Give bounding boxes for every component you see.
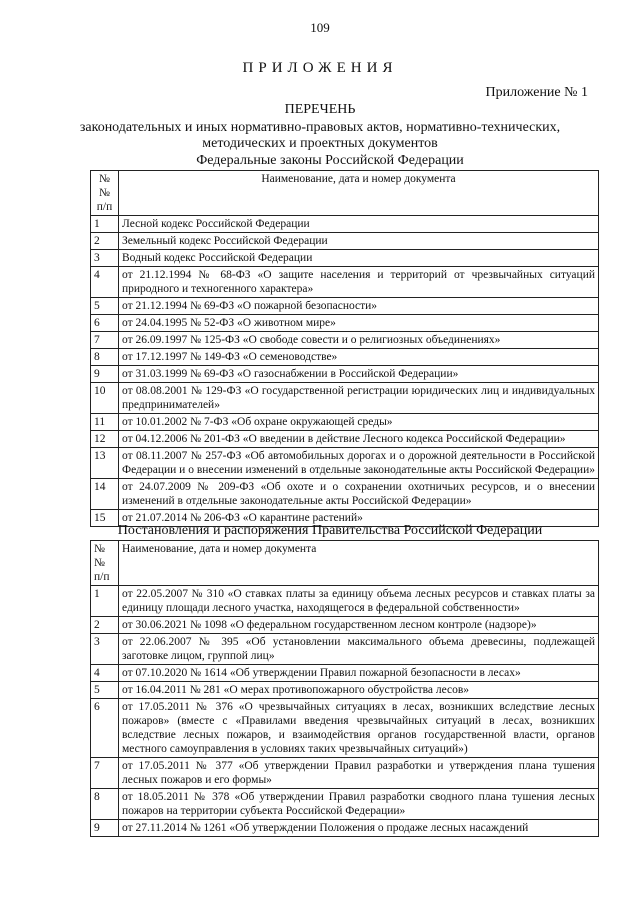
- row-number: 3: [91, 250, 119, 267]
- document-name: от 26.09.1997 № 125-ФЗ «О свободе совести и о религиозных объединениях»: [119, 332, 599, 349]
- header-number: №№ п/п: [91, 541, 119, 586]
- row-number: 2: [91, 233, 119, 250]
- row-number: 12: [91, 431, 119, 448]
- document-name: от 22.05.2007 № 310 «О ставках платы за единицу объема лесных ресурсов и ставках платы за единицу площади лесного участка, находящегося в федеральной собственности»: [119, 586, 599, 617]
- document-name: от 17.12.1997 № 149-ФЗ «О семеноводстве»: [119, 349, 599, 366]
- table-row: [91, 634, 599, 665]
- document-name: Лесной кодекс Российской Федерации: [119, 216, 599, 233]
- table-row: [91, 267, 599, 298]
- document-name: от 27.11.2014 № 1261 «Об утверждении Положения о продаже лесных насаждений: [119, 820, 599, 837]
- document-name: от 04.12.2006 № 201-ФЗ «О введении в действие Лесного кодекса Российской Федерации»: [119, 431, 599, 448]
- header-document-name: Наименование, дата и номер документа: [119, 171, 599, 216]
- row-number: 4: [91, 267, 119, 298]
- document-name: от 07.10.2020 № 1614 «Об утверждении Правил пожарной безопасности в лесах»: [119, 665, 599, 682]
- list-title: ПЕРЕЧЕНЬ: [284, 102, 356, 117]
- document-name: от 17.05.2011 № 377 «Об утверждении Правил разработки и утверждения плана тушения лесных пожаров и его формы»: [119, 758, 599, 789]
- row-number: 7: [91, 758, 119, 789]
- table-row: [91, 250, 599, 267]
- row-number: 9: [91, 820, 119, 837]
- table-row: [91, 665, 599, 682]
- section-title-federal-laws: Федеральные законы Российской Федерации: [196, 153, 464, 168]
- document-name: от 24.07.2009 № 209-ФЗ «Об охоте и о сохранении охотничьих ресурсов, и о внесении изменений в отдельные законодательные акты Российской Федерации»: [119, 479, 599, 510]
- table-row: [91, 216, 599, 233]
- row-number: 5: [91, 298, 119, 315]
- row-number: 6: [91, 315, 119, 332]
- table-row: [91, 479, 599, 510]
- table-row: [91, 366, 599, 383]
- table-row: [91, 414, 599, 431]
- document-name: от 16.04.2011 № 281 «О мерах противопожарного обустройства лесов»: [119, 682, 599, 699]
- list-subtitle: законодательных и иных нормативно-правовых актов, нормативно-технических, методических и проектных документов: [79, 120, 561, 151]
- table-row: [91, 431, 599, 448]
- federal-laws-rows: [91, 216, 599, 527]
- government-decrees-table: [90, 540, 599, 837]
- document-name: от 21.07.2014 № 206-ФЗ «О карантине растений»: [119, 510, 599, 527]
- row-number: 1: [91, 586, 119, 617]
- document-name: от 17.05.2011 № 376 «О чрезвычайных ситуациях в лесах, возникших вследствие лесных пожаров» (вместе с «Правилами введения чрезвычайных ситуаций в лесах, возникших вследствие лесных пожаров, и взаимодействия органов государственной власти, органов местного самоуправления в условиях таких чрезвычайных ситуаций»): [119, 699, 599, 758]
- table-row: [91, 448, 599, 479]
- row-number: 13: [91, 448, 119, 479]
- document-name: от 21.12.1994 № 68-ФЗ «О защите населения и территорий от чрезвычайных ситуаций природного и техногенного характера»: [119, 267, 599, 298]
- document-name: от 08.11.2007 № 257-ФЗ «Об автомобильных дорогах и о дорожной деятельности в Российской Федерации и о внесении изменений в отдельные законодательные акты Российской Федерации»: [119, 448, 599, 479]
- row-number: 2: [91, 617, 119, 634]
- page-number: 109: [310, 20, 330, 35]
- row-number: 8: [91, 789, 119, 820]
- table-row: [91, 758, 599, 789]
- federal-laws-table: [90, 170, 599, 527]
- table-row: [91, 332, 599, 349]
- row-number: 9: [91, 366, 119, 383]
- appendix-label: Приложение № 1: [485, 85, 588, 100]
- row-number: 4: [91, 665, 119, 682]
- document-name: от 10.01.2002 № 7-ФЗ «Об охране окружающей среды»: [119, 414, 599, 431]
- table-row: [91, 617, 599, 634]
- document-name: Водный кодекс Российской Федерации: [119, 250, 599, 267]
- appendices-heading: ПРИЛОЖЕНИЯ: [242, 60, 398, 76]
- document-name: от 22.06.2007 № 395 «Об установлении максимального объема древесины, подлежащей заготовке лицом, группой лиц»: [119, 634, 599, 665]
- table-row: [91, 699, 599, 758]
- row-number: 14: [91, 479, 119, 510]
- document-name: от 31.03.1999 № 69-ФЗ «О газоснабжении в Российской Федерации»: [119, 366, 599, 383]
- row-number: 5: [91, 682, 119, 699]
- table-header-row: [91, 171, 599, 216]
- table-row: [91, 315, 599, 332]
- row-number: 11: [91, 414, 119, 431]
- table-row: [91, 383, 599, 414]
- government-decrees-rows: [91, 586, 599, 837]
- table-row: [91, 233, 599, 250]
- row-number: 6: [91, 699, 119, 758]
- header-document-name: Наименование, дата и номер документа: [119, 541, 599, 586]
- document-name: от 18.05.2011 № 378 «Об утверждении Правил разработки сводного плана тушения лесных пожаров на территории субъекта Российской Федерации»: [119, 789, 599, 820]
- table-row: [91, 586, 599, 617]
- document-name: Земельный кодекс Российской Федерации: [119, 233, 599, 250]
- row-number: 10: [91, 383, 119, 414]
- table-row: [91, 298, 599, 315]
- section-title-government-decrees: Постановления и распоряжения Правительства Российской Федерации: [117, 523, 543, 538]
- table-row: [91, 682, 599, 699]
- row-number: 8: [91, 349, 119, 366]
- document-name: от 21.12.1994 № 69-ФЗ «О пожарной безопасности»: [119, 298, 599, 315]
- row-number: 15: [91, 510, 119, 527]
- document-name: от 30.06.2021 № 1098 «О федеральном государственном лесном контроле (надзоре)»: [119, 617, 599, 634]
- table-header-row: [91, 541, 599, 586]
- table-row: [91, 349, 599, 366]
- table-row: [91, 820, 599, 837]
- row-number: 3: [91, 634, 119, 665]
- header-number: №№ п/п: [91, 171, 119, 216]
- table-row: [91, 789, 599, 820]
- row-number: 1: [91, 216, 119, 233]
- row-number: 7: [91, 332, 119, 349]
- document-name: от 24.04.1995 № 52-ФЗ «О животном мире»: [119, 315, 599, 332]
- document-name: от 08.08.2001 № 129-ФЗ «О государственной регистрации юридических лиц и индивидуальных предпринимателей»: [119, 383, 599, 414]
